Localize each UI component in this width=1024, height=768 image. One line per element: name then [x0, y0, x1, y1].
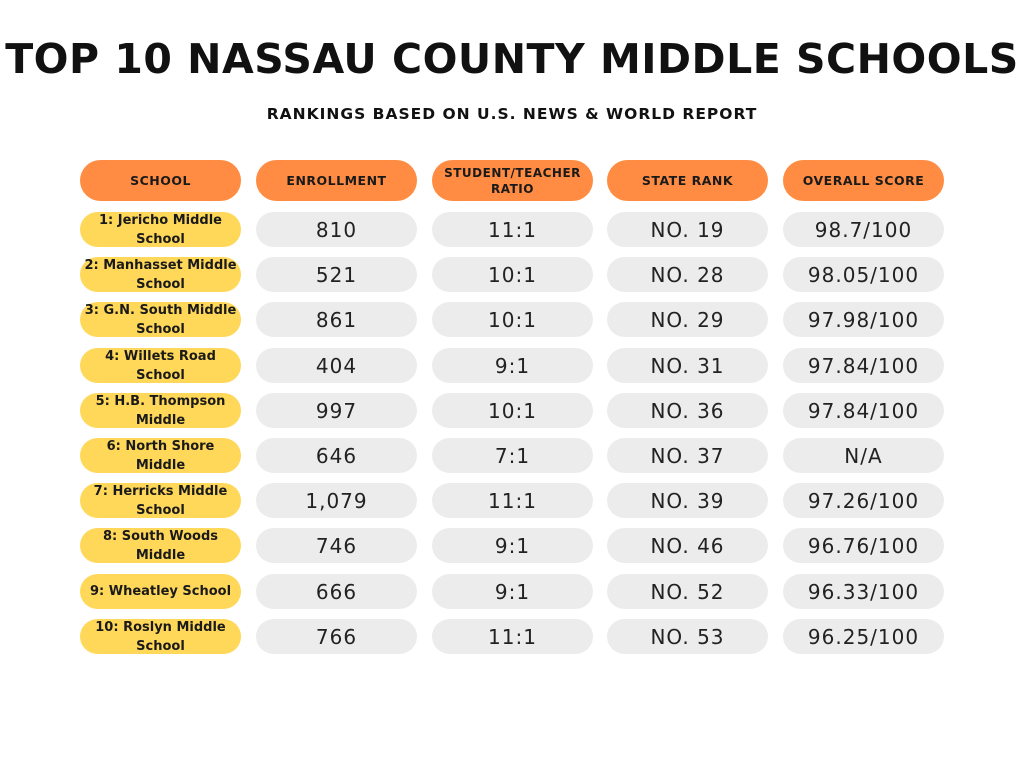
overall-score-cell: 98.05/100	[783, 257, 944, 292]
enrollment-cell: 521	[256, 257, 417, 292]
state-rank-cell: NO. 39	[607, 483, 768, 518]
enrollment-cell: 766	[256, 619, 417, 654]
enrollment-cell: 404	[256, 348, 417, 383]
school-cell: 5: H.B. Thompson Middle	[80, 393, 241, 428]
column-header-overall-score: OVERALL SCORE	[783, 160, 944, 201]
school-cell: 3: G.N. South Middle School	[80, 302, 241, 337]
overall-score-cell: 97.26/100	[783, 483, 944, 518]
enrollment-cell: 1,079	[256, 483, 417, 518]
column-header-student-teacher-ratio: STUDENT/TEACHER RATIO	[432, 160, 593, 201]
ratio-cell: 10:1	[432, 257, 593, 292]
ratio-cell: 9:1	[432, 574, 593, 609]
enrollment-cell: 666	[256, 574, 417, 609]
column-header-school: SCHOOL	[80, 160, 241, 201]
state-rank-cell: NO. 19	[607, 212, 768, 247]
state-rank-cell: NO. 53	[607, 619, 768, 654]
enrollment-cell: 746	[256, 528, 417, 563]
state-rank-cell: NO. 28	[607, 257, 768, 292]
ratio-cell: 11:1	[432, 212, 593, 247]
enrollment-cell: 861	[256, 302, 417, 337]
column-header-state-rank: STATE RANK	[607, 160, 768, 201]
overall-score-cell: 98.7/100	[783, 212, 944, 247]
overall-score-cell: N/A	[783, 438, 944, 473]
school-cell: 6: North Shore Middle	[80, 438, 241, 473]
page-subtitle: RANKINGS BASED ON U.S. NEWS & WORLD REPORT	[266, 105, 758, 123]
school-cell: 1: Jericho Middle School	[80, 212, 241, 247]
ratio-cell: 11:1	[432, 483, 593, 518]
school-cell: 7: Herricks Middle School	[80, 483, 241, 518]
overall-score-cell: 96.33/100	[783, 574, 944, 609]
state-rank-cell: NO. 36	[607, 393, 768, 428]
column-header-enrollment: ENROLLMENT	[256, 160, 417, 201]
school-cell: 9: Wheatley School	[80, 574, 241, 609]
overall-score-cell: 97.98/100	[783, 302, 944, 337]
overall-score-cell: 97.84/100	[783, 348, 944, 383]
ratio-cell: 11:1	[432, 619, 593, 654]
ratio-cell: 7:1	[432, 438, 593, 473]
ratio-cell: 10:1	[432, 302, 593, 337]
school-cell: 4: Willets Road School	[80, 348, 241, 383]
page-title: TOP 10 NASSAU COUNTY MIDDLE SCHOOLS	[5, 35, 1019, 83]
state-rank-cell: NO. 31	[607, 348, 768, 383]
overall-score-cell: 97.84/100	[783, 393, 944, 428]
school-cell: 2: Manhasset Middle School	[80, 257, 241, 292]
overall-score-cell: 96.25/100	[783, 619, 944, 654]
ratio-cell: 9:1	[432, 348, 593, 383]
overall-score-cell: 96.76/100	[783, 528, 944, 563]
school-cell: 10: Roslyn Middle School	[80, 619, 241, 654]
enrollment-cell: 646	[256, 438, 417, 473]
state-rank-cell: NO. 37	[607, 438, 768, 473]
state-rank-cell: NO. 52	[607, 574, 768, 609]
state-rank-cell: NO. 29	[607, 302, 768, 337]
school-cell: 8: South Woods Middle	[80, 528, 241, 563]
ratio-cell: 9:1	[432, 528, 593, 563]
ratio-cell: 10:1	[432, 393, 593, 428]
enrollment-cell: 810	[256, 212, 417, 247]
enrollment-cell: 997	[256, 393, 417, 428]
state-rank-cell: NO. 46	[607, 528, 768, 563]
